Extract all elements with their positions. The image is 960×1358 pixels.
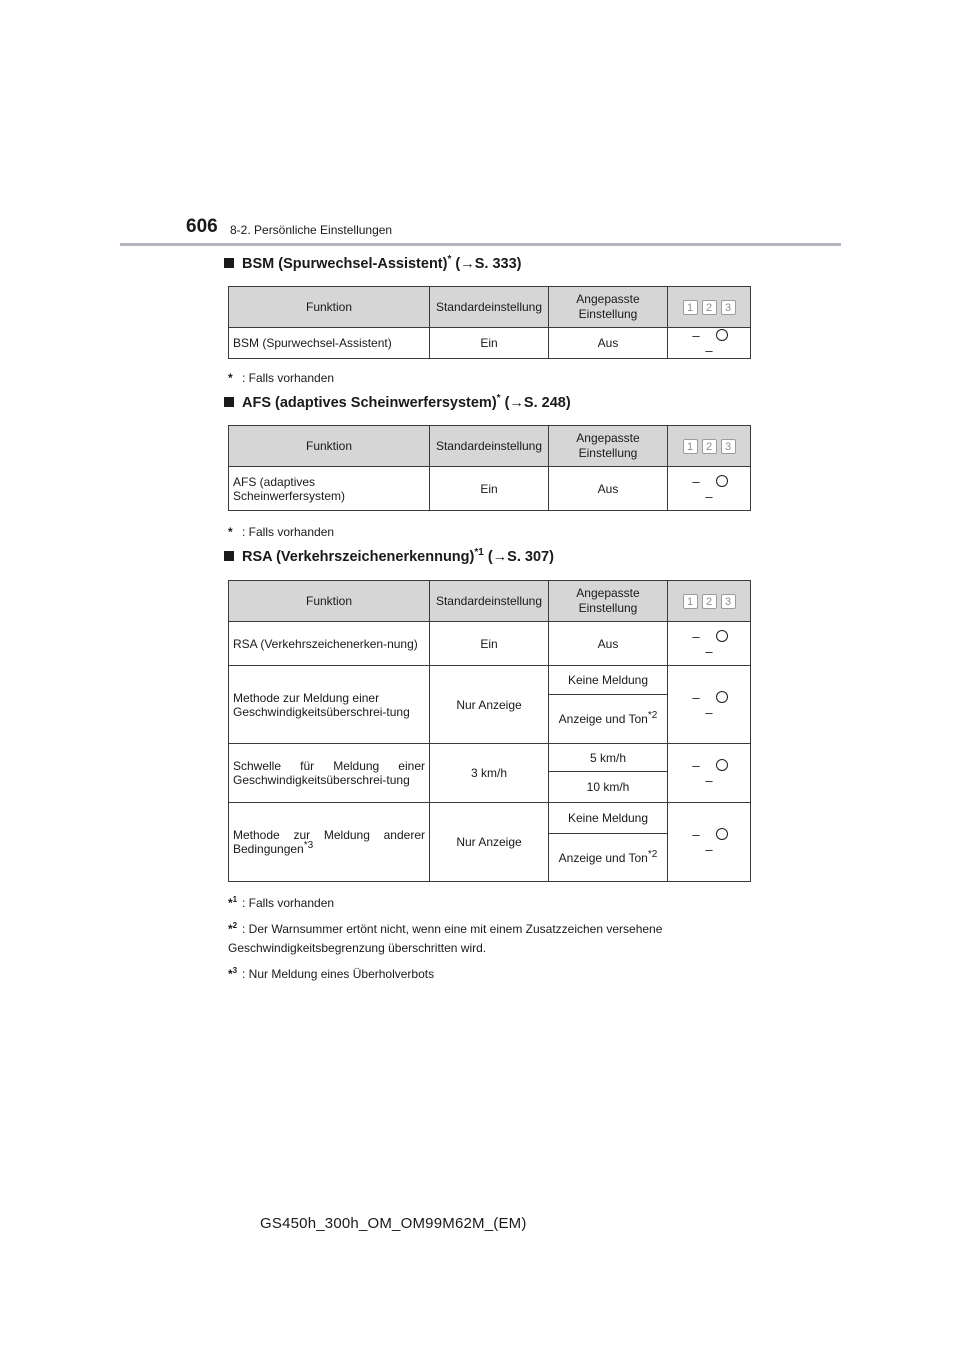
row-func: Methode zur Meldung einer Geschwindigkeitsüberschrei-tung — [229, 666, 430, 744]
table-row — [229, 467, 751, 511]
footnote-mark: * — [228, 371, 233, 385]
table-header-row — [229, 426, 751, 467]
row-std: Ein — [430, 328, 549, 359]
col-funktion: Funktion — [229, 581, 430, 622]
number-badge-1: 1 — [683, 439, 698, 454]
number-badge-1: 1 — [683, 300, 698, 315]
footnote-mark: *$^2$ — [228, 921, 238, 936]
col-funktion: Funktion — [229, 426, 430, 467]
table-row — [229, 744, 751, 772]
row-func: RSA (Verkehrszeichenerken-nung) — [229, 622, 430, 666]
afs-heading — [224, 395, 571, 411]
dash-mark: – — [705, 704, 713, 720]
page-number: 606 — [186, 216, 218, 237]
circle-icon — [709, 758, 735, 773]
row-marks — [668, 467, 751, 511]
table-row — [229, 622, 751, 666]
footnote-text: : Nur Meldung eines Überholverbots — [242, 967, 435, 981]
row-marks — [668, 328, 751, 359]
col-custom: Angepasste Einstellung — [549, 426, 668, 467]
opt2-text: Anzeige und Ton — [558, 712, 648, 726]
square-bullet-icon — [224, 258, 234, 268]
bsm-table — [228, 286, 751, 359]
row-opt1: Keine Meldung — [549, 803, 668, 834]
circle-icon — [709, 629, 735, 644]
opt2-sup: *2 — [647, 848, 658, 860]
row-opt2 — [549, 834, 668, 882]
row-marks — [668, 666, 751, 744]
footnote-text: : Der Warnsummer ertönt nicht, wenn eine mit einem Zusatzzeichen versehene Geschwindigkeitsbegrenzung überschritten wird. — [228, 922, 663, 955]
opt2-text: Anzeige und Ton — [558, 850, 648, 865]
dash-mark: – — [692, 689, 700, 705]
opt2-sup: *2 — [647, 710, 658, 721]
col-numbers — [668, 581, 751, 622]
row-func — [229, 803, 430, 882]
circle-icon — [709, 827, 735, 842]
rsa-footnote-2 — [228, 920, 748, 958]
col-custom: Angepasste Einstellung — [549, 287, 668, 328]
row-func: Schwelle für Meldung einer Geschwindigkeitsüberschrei-tung — [229, 744, 430, 803]
row-func: BSM (Spurwechsel-Assistent) — [229, 328, 430, 359]
rsa-title-sup: *1 — [474, 547, 484, 559]
afs-ref: (→S. 248) — [500, 395, 571, 411]
square-bullet-icon — [224, 397, 234, 407]
row-marks — [668, 622, 751, 666]
document-id: GS450h_300h_OM_OM99M62M_(EM) — [260, 1215, 527, 1232]
footnote-mark: * — [228, 525, 233, 539]
dash-mark: – — [692, 758, 700, 773]
rsa-table — [228, 580, 751, 882]
row-func: AFS (adaptives Scheinwerfersystem) — [229, 467, 430, 511]
dash-mark: – — [692, 473, 700, 489]
row-custom: Aus — [549, 467, 668, 511]
row-opt1: 5 km/h — [549, 744, 668, 772]
dash-mark: – — [705, 488, 713, 504]
footnote-mark: *$^1$ — [228, 895, 238, 910]
bsm-title: BSM (Spurwechsel-Assistent) — [242, 256, 448, 272]
col-funktion: Funktion — [229, 287, 430, 328]
dash-mark: – — [705, 643, 713, 659]
row-custom: Aus — [549, 622, 668, 666]
row-std: 3 km/h — [430, 744, 549, 803]
row-std: Ein — [430, 467, 549, 511]
rsa-title: RSA (Verkehrszeichenerkennung) — [242, 549, 475, 565]
col-numbers — [668, 426, 751, 467]
row-opt1: Keine Meldung — [549, 666, 668, 695]
col-numbers — [668, 287, 751, 328]
dash-mark: – — [692, 328, 700, 343]
row-custom: Aus — [549, 328, 668, 359]
table-row — [229, 803, 751, 834]
col-standard: Standardeinstellung — [430, 581, 549, 622]
dash-mark: – — [692, 628, 700, 644]
rsa-heading — [224, 549, 554, 565]
number-badge-3: 3 — [721, 594, 736, 609]
table-row — [229, 328, 751, 359]
func-text: Methode zur Meldung anderer Bedingungen — [233, 828, 425, 856]
afs-table — [228, 425, 751, 511]
header-rule — [120, 243, 841, 246]
afs-title: AFS (adaptives Scheinwerfersystem) — [242, 395, 497, 411]
bsm-ref: (→S. 333) — [451, 256, 522, 272]
row-opt2 — [549, 695, 668, 744]
footnote-mark: *$^3$ — [228, 966, 238, 981]
afs-footnote — [228, 523, 748, 542]
table-row — [229, 666, 751, 695]
square-bullet-icon — [224, 551, 234, 561]
row-marks — [668, 803, 751, 882]
circle-icon — [709, 474, 735, 489]
number-badge-2: 2 — [702, 439, 717, 454]
number-badge-1: 1 — [683, 594, 698, 609]
row-marks — [668, 744, 751, 803]
footnote-text: : Falls vorhanden — [242, 896, 335, 910]
bsm-star: * — [447, 254, 452, 266]
section-label: 8-2. Persönliche Einstellungen — [230, 223, 393, 237]
row-opt2: 10 km/h — [549, 772, 668, 803]
row-std: Nur Anzeige — [430, 666, 549, 744]
footnote-text: : Falls vorhanden — [242, 525, 335, 539]
rsa-footnote-1 — [228, 894, 748, 913]
rsa-footnote-3 — [228, 965, 748, 984]
table-header-row — [229, 287, 751, 328]
bsm-footnote — [228, 369, 748, 388]
number-badge-2: 2 — [702, 594, 717, 609]
rsa-ref: (→S. 307) — [483, 549, 554, 565]
afs-star: * — [496, 393, 501, 405]
dash-mark: – — [705, 773, 713, 788]
bsm-heading — [224, 256, 521, 272]
col-standard: Standardeinstellung — [430, 287, 549, 328]
circle-icon — [709, 328, 735, 343]
row-std: Nur Anzeige — [430, 803, 549, 882]
row-std: Ein — [430, 622, 549, 666]
footnote-text: : Falls vorhanden — [242, 371, 335, 385]
dash-mark: – — [705, 343, 713, 358]
number-badge-2: 2 — [702, 300, 717, 315]
dash-mark: – — [705, 842, 713, 857]
col-custom: Angepasste Einstellung — [549, 581, 668, 622]
dash-mark: – — [692, 827, 700, 842]
number-badge-3: 3 — [721, 300, 736, 315]
number-badge-3: 3 — [721, 439, 736, 454]
table-header-row — [229, 581, 751, 622]
circle-icon — [709, 690, 735, 705]
func-sup: *3 — [303, 840, 314, 851]
col-standard: Standardeinstellung — [430, 426, 549, 467]
